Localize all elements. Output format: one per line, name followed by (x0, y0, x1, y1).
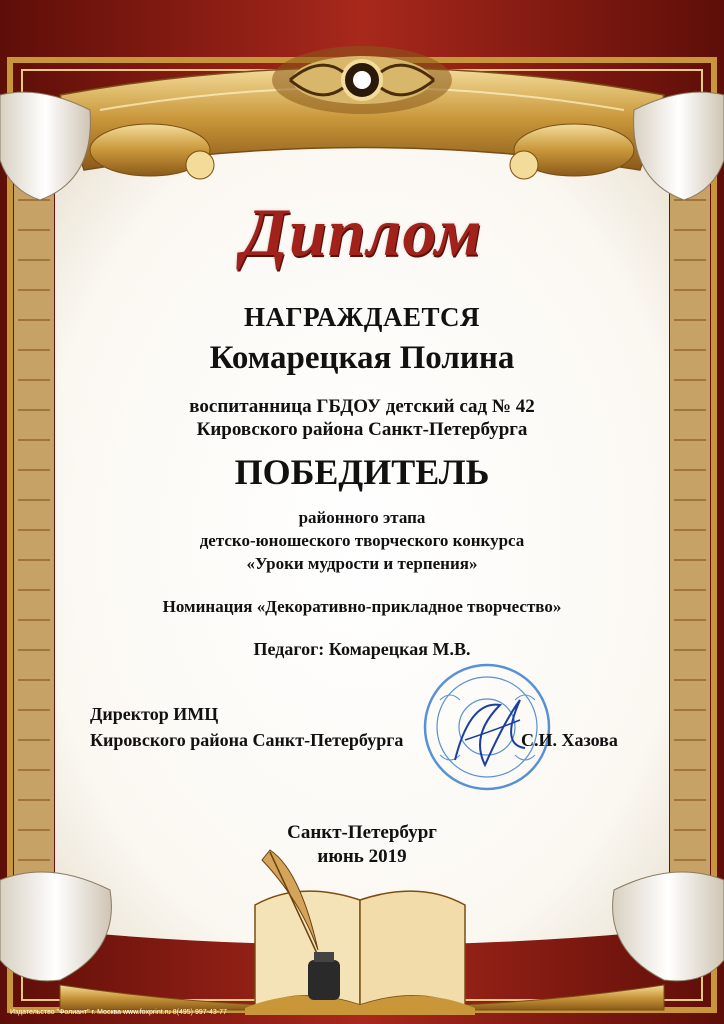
publisher-footer: Издательство "Фолиант" г. Москва www.foxprint.ru 8(495) 997-43-77 (10, 1009, 227, 1016)
signatory-title-line-1: Директор ИМЦ (90, 704, 219, 724)
contest-line-2: детско-юношеского творческого конкурса (199, 531, 525, 550)
city: Санкт-Петербург (287, 822, 437, 843)
issue-date: июнь 2019 (317, 846, 407, 867)
awarded-heading: НАГРАЖДАЕТСЯ (243, 302, 480, 332)
signatory-name: С.И. Хазова (521, 730, 618, 750)
affiliation-line-2: Кировского района Санкт-Петербурга (196, 419, 528, 440)
place-title: ПОБЕДИТЕЛЬ (234, 452, 490, 492)
teacher: Педагог: Комарецкая М.В. (253, 639, 471, 659)
ornament-crest-icon (272, 46, 452, 114)
affiliation-line-1: воспитанница ГБДОУ детский сад № 42 (189, 396, 535, 417)
diploma-title: Диплом (241, 194, 483, 270)
nomination: Номинация «Декоративно-прикладное творчество» (162, 597, 562, 616)
signatory-title-line-2: Кировского района Санкт-Петербурга (90, 730, 404, 750)
open-book-icon (245, 891, 475, 1015)
contest-line-1: районного этапа (298, 508, 426, 527)
contest-line-3: «Уроки мудрости и терпения» (246, 554, 478, 573)
recipient-name: Комарецкая Полина (209, 340, 515, 376)
